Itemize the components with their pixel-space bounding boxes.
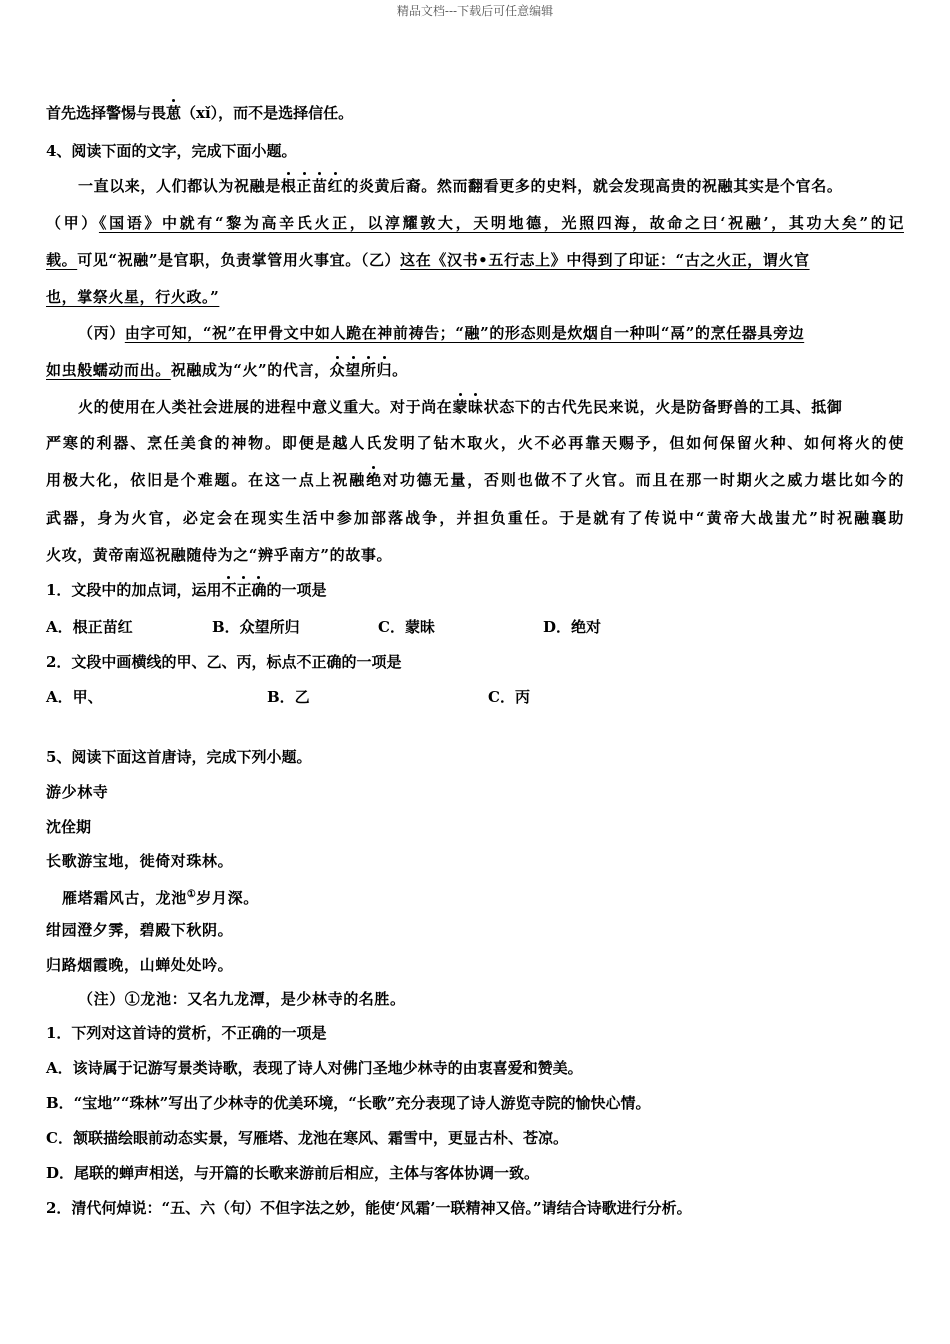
page-header: 精品文档---下载后可任意编辑 bbox=[396, 4, 554, 18]
q4-sub1-option-a: A．根正苗红 bbox=[46, 618, 133, 636]
q5-sub1-option-c: C．颔联描绘眼前动态实景，写雁塔、龙池在寒风、霜雪中，更显古朴、苍凉。 bbox=[46, 1129, 568, 1147]
q5-sub1-option-d: D．尾联的蝉声相送，与开篇的长歌来游前后相应，主体与客体协调一致。 bbox=[46, 1164, 540, 1182]
q4-p1-line1: 一直以来，人们都认为祝融是根正苗红的炎黄后裔。然而翻看更多的史料，就会发现高贵的祝融其实是个官名。 bbox=[78, 177, 843, 195]
poem-line-3: 绀园澄夕霁，碧殿下秋阴。 bbox=[46, 921, 234, 939]
q5-sub1-stem: 1．下列对这首诗的赏析，不正确的一项是 bbox=[46, 1024, 327, 1042]
dotted-char: 葸 bbox=[166, 104, 182, 122]
q4-p1-line2: （甲）《国语》中就有“黎为高辛氏火正，以淳耀敦大，天明地德，光照四海，故命之曰‘祝融’，其功大矣”的记 bbox=[46, 214, 904, 232]
q4-sub1-option-c: C．蒙昧 bbox=[378, 618, 435, 636]
q4-p1-line4: 也，掌祭火星，行火政。” bbox=[46, 288, 220, 306]
intro-line: 首先选择警惕与畏葸（xǐ），而不是选择信任。 bbox=[46, 104, 354, 122]
q4-p3-line4: 武器，身为火官，必定会在现实生活中参加部落战争，并担负重任。于是就有了传说中“黄帝大战蚩尤”时祝融襄助 bbox=[46, 509, 904, 527]
poem-line-4: 归路烟霞晚，山蝉处处吟。 bbox=[46, 956, 234, 974]
q4-sub2-stem: 2．文段中画横线的甲、乙、丙，标点不正确的一项是 bbox=[46, 653, 402, 671]
q4-sub2-option-a: A．甲、 bbox=[46, 688, 103, 706]
poem-author: 沈佺期 bbox=[46, 818, 92, 836]
q5-sub2-stem: 2．清代何焯说：“五、六（句）不但字法之妙，能使‘风霜’一联精神又倍。”请结合诗歌进行分析。 bbox=[46, 1199, 692, 1217]
poem-line-1: 长歌游宝地，徙倚对珠林。 bbox=[46, 852, 234, 870]
q4-p3-line5: 火攻，黄帝南巡祝融随侍为之“辨乎南方”的故事。 bbox=[46, 546, 393, 564]
q4-p3-line2: 严寒的利器、烹任美食的神物。即便是越人氏发明了钻木取火，火不必再靠天赐予，但如何保留火种、如何将火的使 bbox=[46, 434, 904, 452]
q4-sub1-option-d: D．绝对 bbox=[543, 618, 602, 636]
q4-p2-line2: 如虫般蠕动而出。祝融成为“火”的代言，众望所归。 bbox=[46, 361, 408, 379]
q5-sub1-option-a: A．该诗属于记游写景类诗歌，表现了诗人对佛门圣地少林寺的由衷喜爱和赞美。 bbox=[46, 1059, 583, 1077]
poem-note: （注）①龙池：又名九龙潭，是少林寺的名胜。 bbox=[78, 990, 406, 1008]
poem-title: 游少林寺 bbox=[46, 783, 109, 801]
q4-sub2-option-b: B．乙 bbox=[267, 688, 310, 706]
q4-sub1-option-b: B．众望所归 bbox=[212, 618, 300, 636]
q4-p3-line3: 用极大化，依旧是个难题。在这一点上祝融绝对功德无量，否则也做不了火官。而且在那一时期火之威力堪比如今的 bbox=[46, 471, 904, 489]
poem-line-2: 雁塔霜风古，龙池①岁月深。 bbox=[62, 889, 259, 907]
q5-title: 5、阅读下面这首唐诗，完成下列小题。 bbox=[46, 748, 312, 766]
q5-sub1-option-b: B．“宝地”“珠林”写出了少林寺的优美环境，“长歌”充分表现了诗人游览寺院的愉快心情。 bbox=[46, 1094, 651, 1112]
q4-p1-line3: 载。可见“祝融”是官职，负责掌管用火事宜。（乙）这在《汉书•五行志上》中得到了印证：“古之火正，谓火官 bbox=[46, 251, 810, 269]
q4-title: 4、阅读下面的文字，完成下面小题。 bbox=[46, 142, 297, 160]
q4-p2-line1: （丙）由字可知，“祝”在甲骨文中如人跪在神前祷告；“融”的形态则是炊烟自一种叫“鬲”的烹任器具旁边 bbox=[78, 324, 805, 342]
q4-sub2-option-c: C．丙 bbox=[488, 688, 530, 706]
q4-sub1-stem: 1．文段中的加点词，运用不正确的一项是 bbox=[46, 581, 327, 599]
q4-p3-line1: 火的使用在人类社会进展的进程中意义重大。对于尚在蒙昧状态下的古代先民来说，火是防备野兽的工具、抵御 bbox=[78, 398, 843, 416]
